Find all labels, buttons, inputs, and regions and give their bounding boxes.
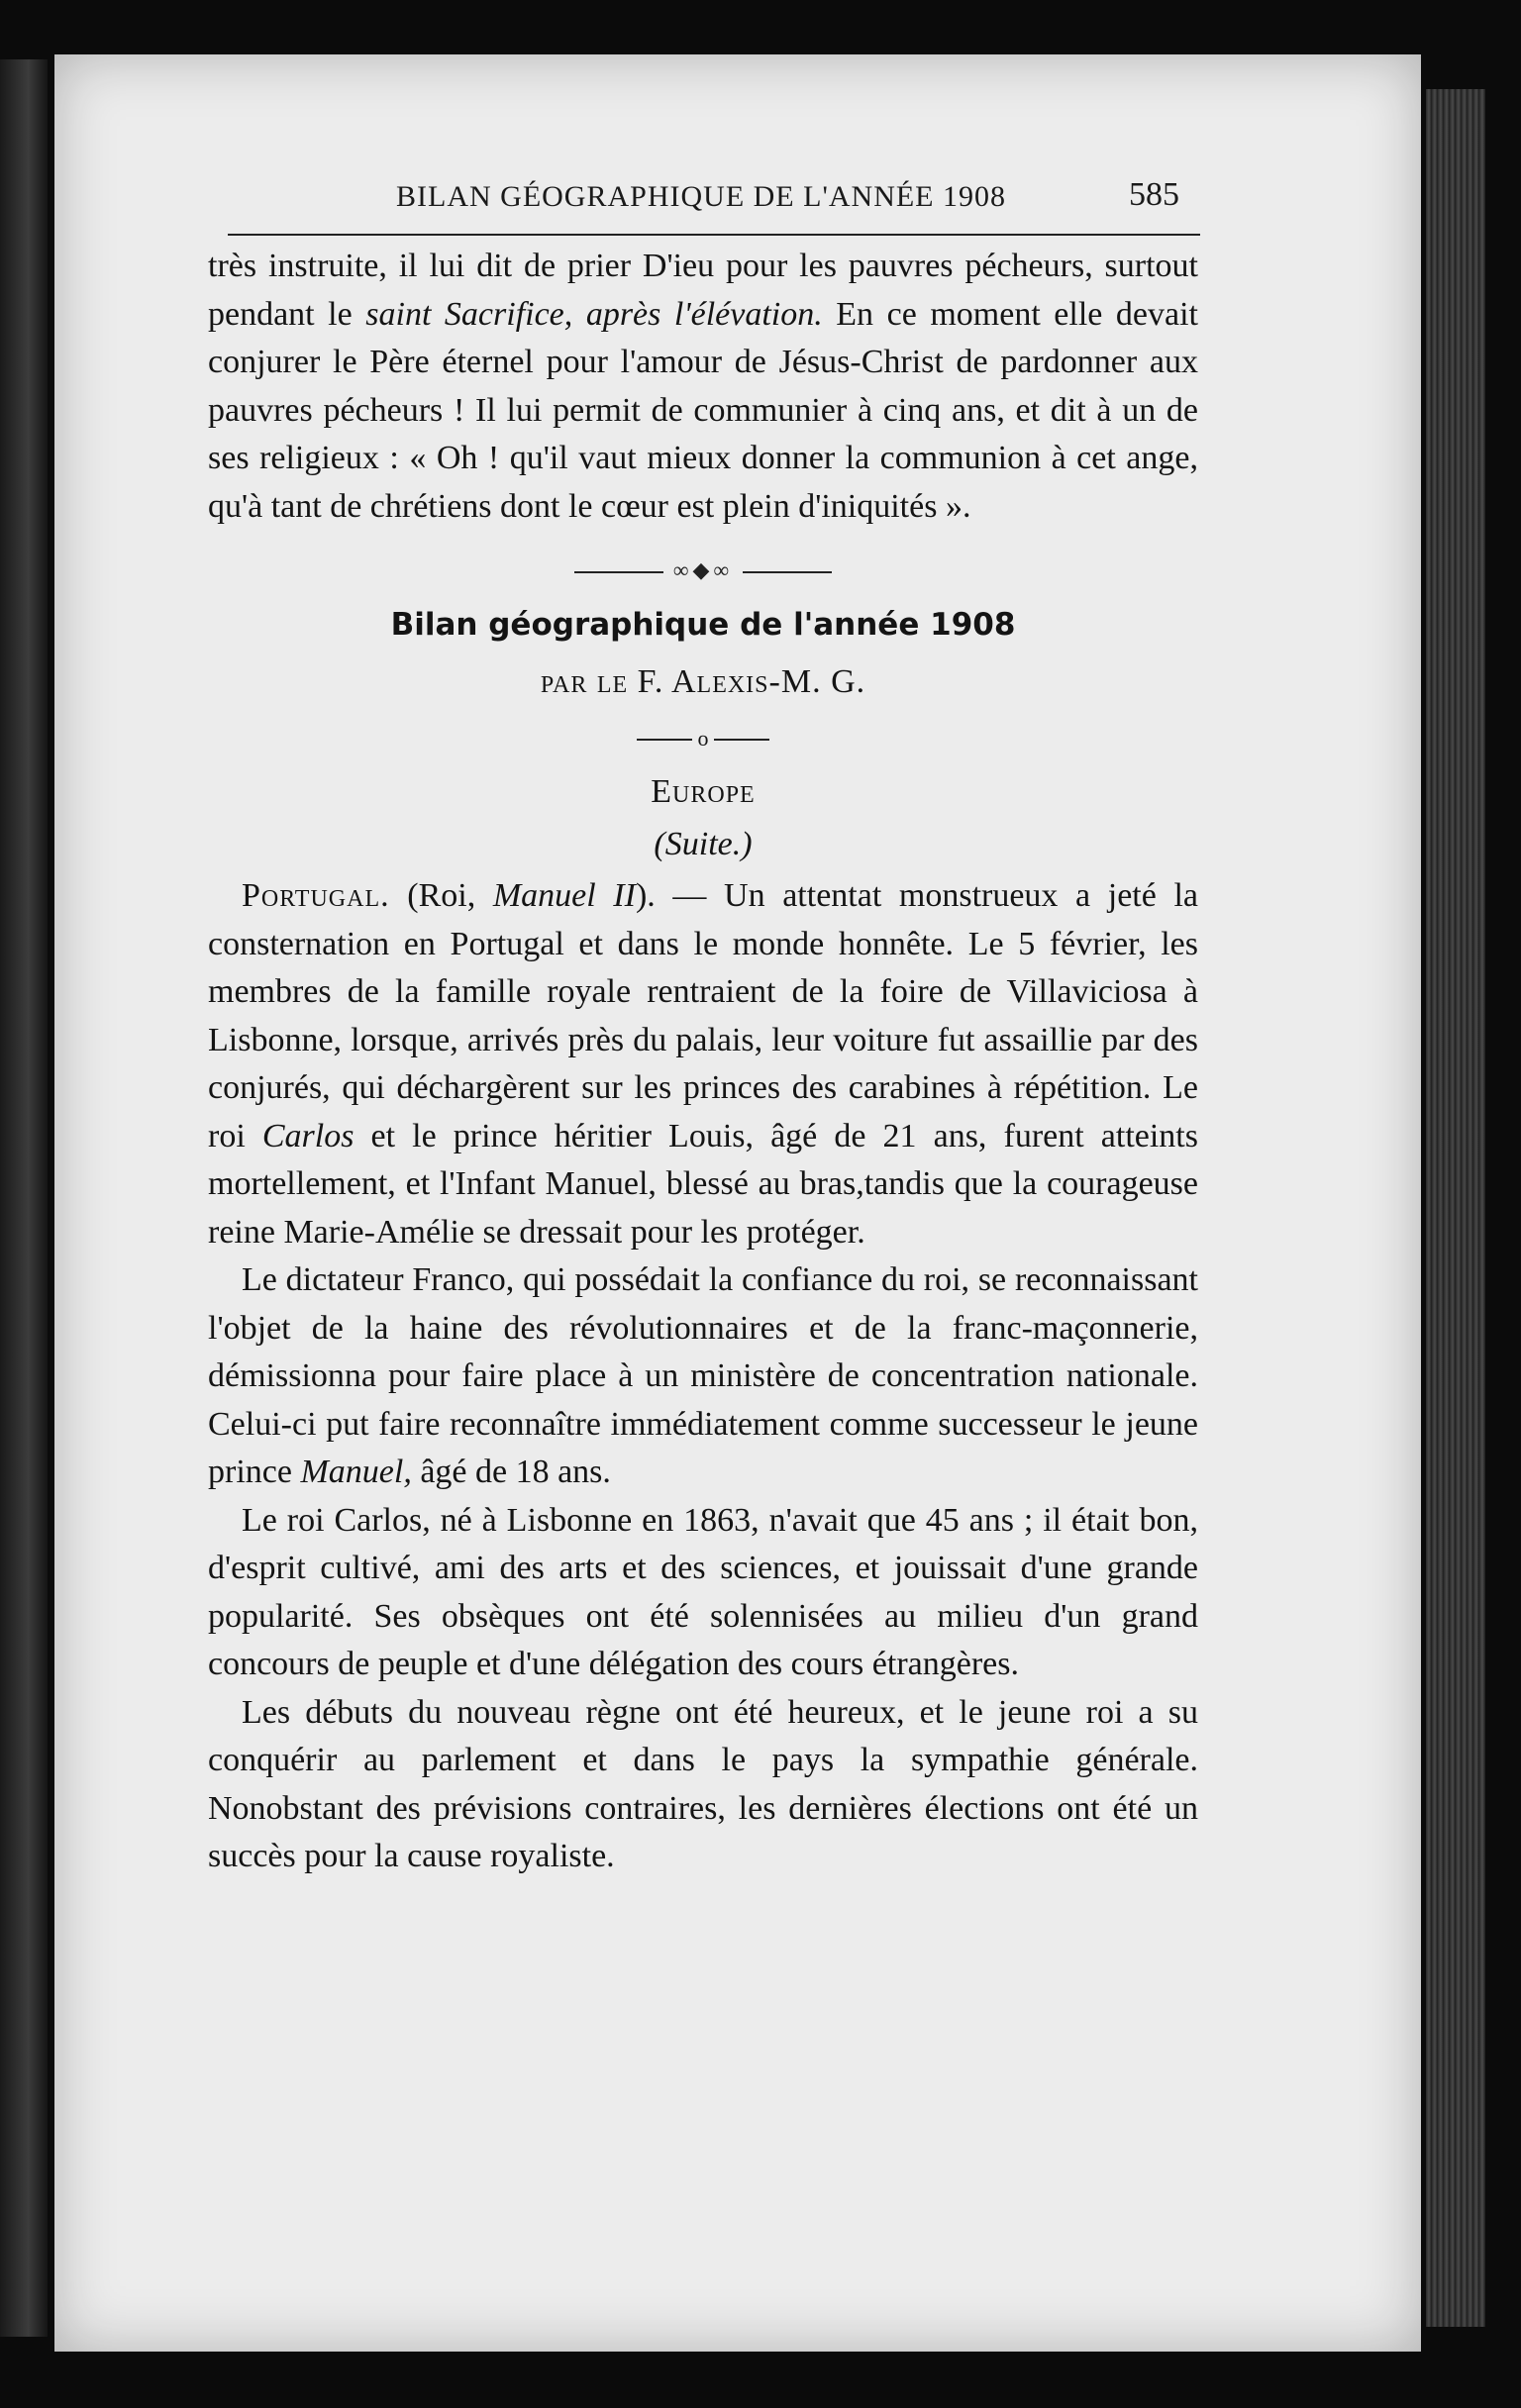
running-header: BILAN GÉOGRAPHIQUE DE L'ANNÉE 1908 [396,180,1007,213]
text-run: Les débuts du nouveau règne ont été heureux, et le jeune roi a su conquérir au parlement et dans le pays la sympathie générale. Nonobstant des prévisions contraires, les dernières élections ont été un succès pour la cause royaliste. [208,1693,1198,1874]
page-text [208,243,1198,1881]
section-ornament [208,547,1198,595]
separator-rule-left [637,739,692,741]
text-run: âgé de 18 ans. [411,1454,611,1490]
body-paragraph [208,1689,1198,1881]
ornament-glyph: ∞◆∞ [672,557,734,582]
text-run: ). — Un attentat monstrueux a jeté la consternation en Portugal et dans le monde honnête. Le 5 février, les membres de la famille royale rentraient de la foire de Villaviciosa à Lisbonne, lorsque, arrivés près du palais, leur voiture fut assaillie par des conjurés, qui déchargèrent sur les princes des carabines à répétition. Le roi [208,877,1198,1154]
facing-page-edge [0,59,48,2337]
italic-text: Manuel II [492,877,636,914]
article-byline: par le F. Alexis-M. G. [540,663,866,700]
ornament-rule-left [574,571,663,573]
text-run: (Roi, [389,877,493,914]
small-caps-text: Portugal. [242,877,390,914]
body-paragraphs [208,872,1198,1881]
body-paragraph [208,1256,1198,1497]
italic-text: saint Sacrifice, après l'élévation. [365,295,823,333]
header-rule [228,234,1200,236]
separator-rule-right [714,739,769,741]
text-run: Le dictateur Franco, qui possédait la confiance du roi, se reconnaissant l'objet de la haine des révolutionnaires et de la franc-maçonnerie, démissionna pour faire place à un ministère de concentration nationale. Celui-ci put faire reconnaître immédiatement comme successeur le jeune prince [208,1261,1198,1490]
text-run: très instruite, il lui dit de prier D'ieu pour les pauvres pécheurs, surtout pendant le [208,248,1198,333]
italic-text: Manuel, [300,1454,412,1490]
text-run: Le roi Carlos, né à Lisbonne en 1863, n'avait que 45 ans ; il était bon, d'esprit cultivé, ami des arts et des sciences, et jouissait d'une grande popularité. Ses obsèques ont été solennisées au milieu d'un grand concours de peuple et d'une délégation des cours étrangères. [208,1501,1198,1682]
carry-over-paragraph [208,243,1198,531]
page-number: 585 [1129,176,1179,213]
body-paragraph [208,872,1198,1256]
ornament-rule-right [743,571,832,573]
article-title: Bilan géographique de l'année 1908 [390,606,1016,643]
separator-glyph: o [697,725,709,751]
title-separator [208,715,1198,763]
body-paragraph [208,1497,1198,1689]
text-run: et le prince héritier Louis, âgé de 21 ans, furent atteints mortellement, et l'Infant Manuel, blessé au bras,tandis que la courageuse reine Marie-Amélie se dressait pour les protéger. [208,1117,1198,1251]
section-heading: Europe [651,773,756,810]
text-run: En ce moment elle devait conjurer le Père éternel pour l'amour de Jésus-Christ de pardonner aux pauvres pécheurs ! Il lui permit de communier à cinq ans, et dit à un de ses religieux : « Oh ! qu'il vaut mieux donner la communion à cet ange, qu'à tant de chrétiens dont le cœur est plein d'iniquités ». [208,295,1198,525]
section-subheading: (Suite.) [654,825,753,862]
page-fore-edge [1426,89,1485,2327]
italic-text: Carlos [261,1117,355,1154]
